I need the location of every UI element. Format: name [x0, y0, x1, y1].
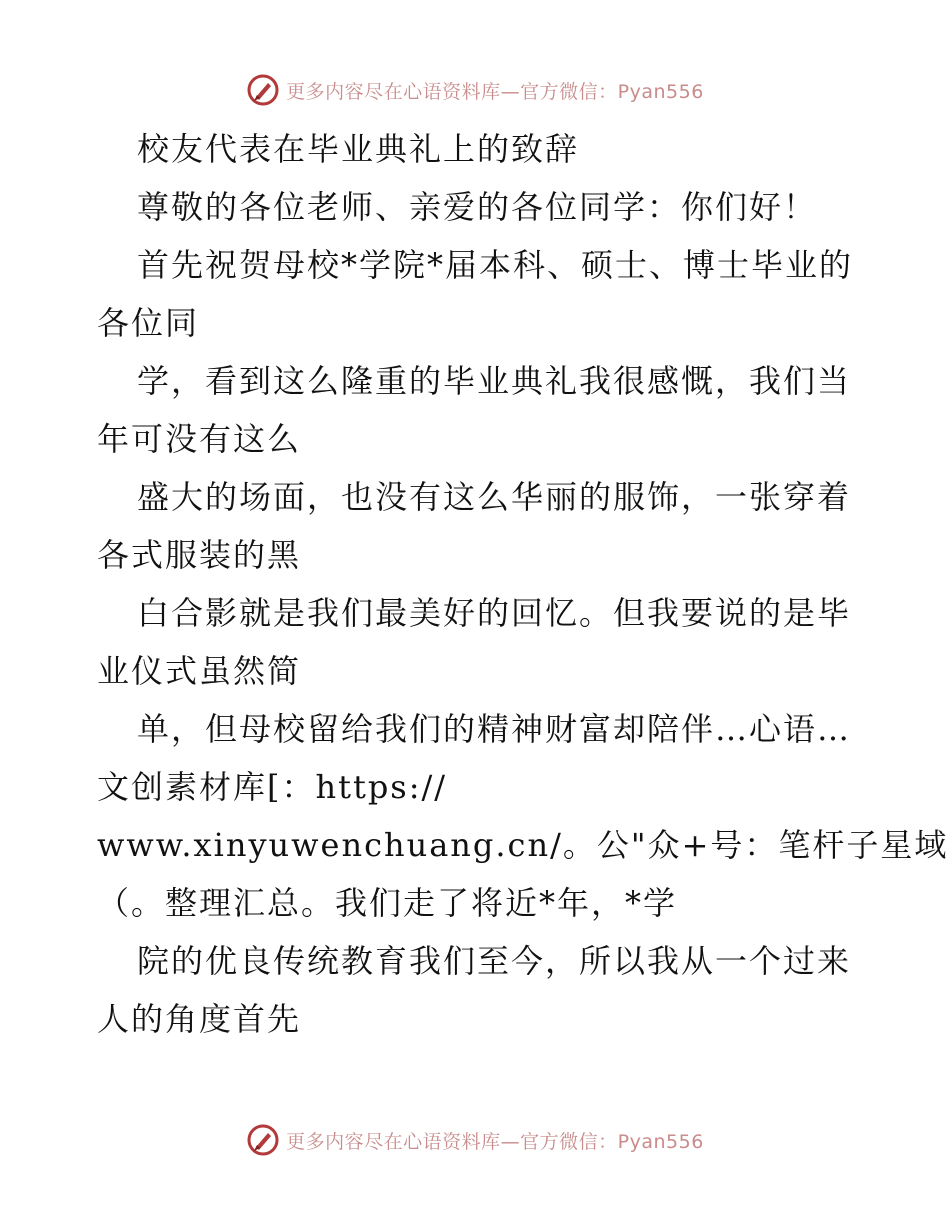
- body-line: 院的优良传统教育我们至今，所以我从一个过来: [137, 942, 852, 980]
- body-line: 盛大的场面，也没有这么华丽的服饰，一张穿着: [137, 478, 852, 516]
- header-banner: [0, 70, 950, 110]
- body-line: 首先祝贺母校*学院*届本科、硕士、博士毕业的: [137, 246, 854, 284]
- banner-text: 更多内容尽在心语资料库—官方微信：Pyan556: [286, 80, 704, 103]
- document-body: [97, 120, 949, 1048]
- body-line: 各式服装的黑: [97, 536, 302, 574]
- body-line: 学，看到这么隆重的毕业典礼我很感慨，我们当: [137, 362, 852, 400]
- body-line: 年可没有这么: [97, 420, 302, 458]
- pen-logo-icon: [246, 73, 280, 107]
- body-line: （。整理汇总。我们走了将近*年，*学: [97, 884, 678, 922]
- banner-text: 更多内容尽在心语资料库—官方微信：Pyan556: [286, 1130, 704, 1153]
- body-line: 各位同: [97, 304, 200, 342]
- body-line: 业仪式虽然简: [97, 652, 302, 690]
- body-line: www.xinyuwenchuang.cn/。公"众+号：笔杆子星域: [97, 826, 949, 864]
- body-line: 人的角度首先: [97, 1000, 302, 1038]
- body-line: 单，但母校留给我们的精神财富却陪伴…心语…: [137, 710, 852, 748]
- footer-banner: [0, 1120, 950, 1160]
- document-title: 校友代表在毕业典礼上的致辞: [137, 130, 580, 168]
- body-line: 白合影就是我们最美好的回忆。但我要说的是毕: [137, 594, 852, 632]
- body-line: 文创素材库[：https://: [97, 768, 448, 806]
- salutation-line: 尊敬的各位老师、亲爱的各位同学：你们好！: [137, 188, 818, 226]
- pen-logo-icon: [246, 1123, 280, 1157]
